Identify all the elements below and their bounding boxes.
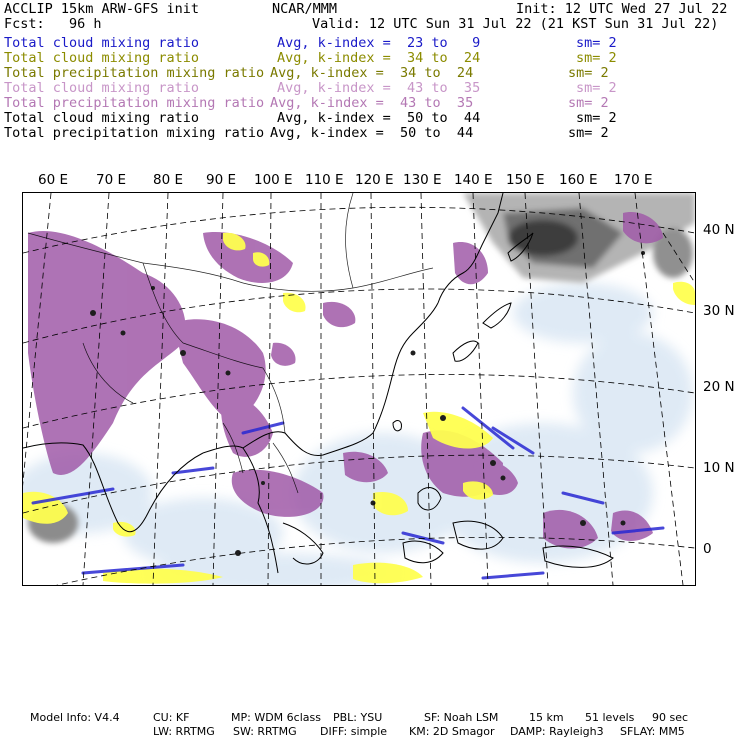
lon-label: 120 E xyxy=(355,172,394,188)
legend-avg-6: Avg, k-index = 50 to 44 xyxy=(277,110,481,126)
legend-field-6: Total cloud mixing ratio xyxy=(4,110,200,126)
legend-sm-6: sm= 2 xyxy=(576,110,617,126)
legend-sm-7: sm= 2 xyxy=(568,125,609,141)
lon-label: 90 E xyxy=(206,172,236,188)
lon-label: 170 E xyxy=(614,172,653,188)
lat-label: 0 xyxy=(703,541,712,557)
legend-sm-3: sm= 2 xyxy=(568,65,609,81)
lon-label: 150 E xyxy=(506,172,545,188)
lon-label: 80 E xyxy=(153,172,183,188)
legend-sm-2: sm= 2 xyxy=(576,50,617,66)
legend-avg-3: Avg, k-index = 34 to 24 xyxy=(270,65,474,81)
legend-avg-5: Avg, k-index = 43 to 35 xyxy=(270,95,474,111)
lon-label: 110 E xyxy=(305,172,344,188)
map-title: ACCLIP 15km ARW-GFS init xyxy=(4,1,200,17)
lon-label: 70 E xyxy=(96,172,126,188)
legend-avg-1: Avg, k-index = 23 to 9 xyxy=(277,35,481,51)
lon-label: 140 E xyxy=(454,172,493,188)
legend-field-1: Total cloud mixing ratio xyxy=(4,35,200,51)
footer-levels: 51 levels xyxy=(585,711,635,724)
forecast-hour: Fcst: 96 h xyxy=(4,16,102,32)
footer-model-version: Model Info: V4.4 xyxy=(30,711,120,724)
legend-field-4: Total cloud mixing ratio xyxy=(4,80,200,96)
footer-damping: DAMP: Rayleigh3 xyxy=(510,725,604,738)
legend-sm-5: sm= 2 xyxy=(568,95,609,111)
center-label: NCAR/MMM xyxy=(272,1,338,17)
lon-label: 130 E xyxy=(403,172,442,188)
footer-microphysics: MP: WDM 6class xyxy=(231,711,321,724)
footer-surface: SF: Noah LSM xyxy=(424,711,499,724)
footer-cumulus: CU: KF xyxy=(153,711,190,724)
legend-field-2: Total cloud mixing ratio xyxy=(4,50,200,66)
footer-pbl: PBL: YSU xyxy=(333,711,383,724)
footer-km: KM: 2D Smagor xyxy=(409,725,495,738)
lon-label: 160 E xyxy=(559,172,598,188)
legend-field-7: Total precipitation mixing ratio xyxy=(4,125,265,141)
footer-timestep: 90 sec xyxy=(652,711,689,724)
legend-field-5: Total precipitation mixing ratio xyxy=(4,95,265,111)
legend-avg-7: Avg, k-index = 50 to 44 xyxy=(270,125,474,141)
footer-longwave: LW: RRTMG xyxy=(153,725,215,738)
footer-surface-layer: SFLAY: MM5 xyxy=(620,725,685,738)
valid-time: Valid: 12 UTC Sun 31 Jul 22 (21 KST Sun 31 Jul 22) xyxy=(312,16,719,32)
lat-label: 10 N xyxy=(703,460,735,476)
footer-diffusion: DIFF: simple xyxy=(320,725,388,738)
lon-label: 100 E xyxy=(254,172,293,188)
footer-resolution: 15 km xyxy=(529,711,564,724)
map-panel xyxy=(22,192,696,586)
legend-field-3: Total precipitation mixing ratio xyxy=(4,65,265,81)
legend-avg-2: Avg, k-index = 34 to 24 xyxy=(277,50,481,66)
legend-sm-1: sm= 2 xyxy=(576,35,617,51)
lon-label: 60 E xyxy=(38,172,68,188)
legend-avg-4: Avg, k-index = 43 to 35 xyxy=(277,80,481,96)
lat-label: 40 N xyxy=(703,222,735,238)
lat-label: 20 N xyxy=(703,379,735,395)
init-time: Init: 12 UTC Wed 27 Jul 22 xyxy=(516,1,728,17)
lat-label: 30 N xyxy=(703,303,735,319)
footer-shortwave: SW: RRTMG xyxy=(233,725,297,738)
legend-sm-4: sm= 2 xyxy=(576,80,617,96)
map-graphic xyxy=(23,193,695,585)
